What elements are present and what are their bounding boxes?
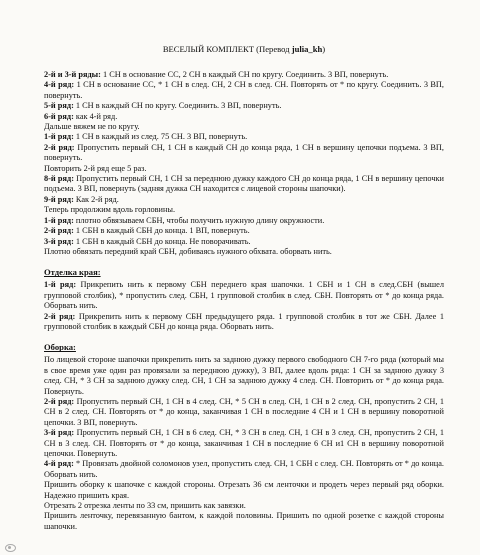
edging-section: [44, 280, 444, 332]
row-label: 8-й ряд:: [44, 174, 74, 184]
paragraph: [44, 355, 444, 397]
paragraph: [44, 428, 444, 459]
paragraph: [44, 122, 444, 132]
row-label: 5-й ряд:: [44, 101, 74, 111]
row-label: 2-й ряд:: [44, 142, 75, 152]
row-label: 2-й и 3-й ряды:: [44, 70, 101, 79]
row-label: 9-й ряд:: [44, 194, 74, 204]
paragraph: [44, 164, 444, 174]
row-text: Плотно обвязать передний край СБН, добиваясь нужного обхвата. оборвать нить.: [44, 246, 332, 256]
row-text: Повторить 2-й ряд еще 5 раз.: [44, 163, 147, 173]
paragraph: [44, 101, 444, 111]
row-text: Прикрепить нить к первому СБН предыдущего ряда. 1 групповой столбик в тот же СБН. Далее 1 групповой столбик в каждый СБН до конца ряда. Оборвать нить.: [44, 311, 444, 331]
title-prefix: ВЕСЕЛЫЙ КОМПЛЕКТ (Перевод: [162, 44, 292, 54]
row-text: Теперь продолжим вдоль горловины.: [44, 205, 176, 215]
paragraph: [44, 511, 444, 532]
row-text: Пришить оборку к шапочке с каждой стороны. Отрезать 36 см ленточки и продеть через первый ряд оборки. Надежно пришить края.: [44, 480, 444, 500]
row-text: Как 2-й ряд.: [73, 194, 119, 204]
paragraph: [44, 312, 444, 333]
row-label: 1-й ряд:: [44, 132, 74, 142]
row-label: 1-й ряд:: [44, 215, 74, 225]
row-text: Пропустить первый СН, 1 СН в 6 след. СН, * 3 СН в след. СН, 1 СН в 3 след. СН, пропустить 2 СН, 1 СН в 3 след. СН. Повторять от * до конца, заканчивая 1 СН в последние 6 СН и1 СН в вершину поворотной цепочки. Повернуть.: [44, 428, 444, 458]
section-title-ruffle: Оборка:: [44, 342, 76, 353]
paragraph: [44, 226, 444, 236]
paragraph: [44, 80, 444, 101]
eye-icon: [4, 541, 16, 553]
row-text: 1 СН в основание СС, * 1 СН в след. СН, 2 СН в след. СН. Повторять от * по кругу. Соединить. 3 ВП, повернуть.: [44, 80, 444, 100]
row-label: 2-й ряд:: [44, 226, 74, 236]
paragraph: [44, 280, 444, 311]
row-text: Дальше вяжем не по кругу.: [44, 122, 140, 132]
row-text: 1 СН в каждый из след. 75 СН. 3 ВП, повернуть.: [73, 132, 248, 142]
row-label: 1-й ряд:: [44, 280, 77, 290]
paragraph: [44, 174, 444, 195]
paragraph: [44, 397, 444, 428]
row-text: * Провязать двойной соломонов узел, пропустить след. СН, 1 СБН с след. СН. Повторять от * до конца. Оборвать нить.: [44, 459, 444, 479]
paragraph: [44, 132, 444, 142]
row-text: Пришить ленточку, перевязанную бантом, к каждой половины. Пришить по одной розетке с каждой стороны шапочки.: [44, 511, 444, 531]
document-title: [44, 44, 444, 54]
paragraph: [44, 70, 444, 80]
row-text: 1 СБН в каждый СБН до конца. Не поворачивать.: [73, 236, 251, 246]
rows-section: [44, 70, 444, 257]
row-text: Прикрепить нить к первому СБН переднего края шапочки. 1 СБН и 1 СН в след.СБН (вышел групповой столбик), * пропустить след. СБН, 1 групповой столбик в след. СБН. Повторять от * до конца ряда. Оборвать нить.: [44, 280, 444, 311]
paragraph: [44, 459, 444, 480]
watermark: [4, 539, 124, 553]
row-label: 3-й ряд:: [44, 236, 74, 246]
row-text: По лицевой стороне шапочки прикрепить нить за заднюю дужку первого свободного СН 7-го ряда (который мы в свое время уже один раз провязали за переднюю дужку), 3 ВП, далее вдоль ряда: 1 СН за заднюю дужку 3 след. СН, * 3 СН за заднюю дужку след. СН, 1 СН за заднюю дужку 4 след. СН. Повторить от * до конца ряда. Повернуть.: [44, 355, 444, 396]
paragraph: [44, 247, 444, 257]
title-suffix: ): [322, 44, 326, 54]
row-label: 4-й ряд:: [44, 80, 75, 90]
row-text: 1 СН в каждый СН по кругу. Соединить. 3 ВП, повернуть.: [73, 101, 282, 111]
row-label: 6-й ряд:: [44, 111, 74, 121]
row-text: Пропустить первый СН, 1 СН в 4 след. СН, * 5 СН в след. СН, 1 СН в 2 след. СН, пропустить 2 СН, 1 СН в 2 след. СН. Повторять от * до конца, заканчивая 1 СН в последние 4 СН и 1 СН в вершину поворотной цепочки. 3 ВП, повернуть.: [44, 396, 444, 427]
paragraph: [44, 480, 444, 501]
row-label: 2-й ряд:: [44, 311, 76, 321]
paragraph: [44, 143, 444, 164]
paragraph: [44, 237, 444, 247]
paragraph: [44, 205, 444, 215]
row-text: Отрезать 2 отрезка ленты по 33 см, пришить как завязки.: [44, 501, 246, 511]
ruffle-section: [44, 355, 444, 532]
row-label: 3-й ряд:: [44, 428, 75, 438]
paragraph: [44, 112, 444, 122]
row-text: Пропустить первый СН, 1 СН в каждый СН до конца ряда, 1 СН в вершину цепочки подъема. 3 ВП, повернуть.: [44, 142, 444, 163]
paragraph: [44, 195, 444, 205]
row-label: 2-й ряд:: [44, 396, 75, 406]
row-text: плотно обвязываем СБН, чтобы получить нужную длину окружности.: [73, 215, 325, 225]
row-text: 1 СН в основание СС, 2 СН в каждый СН по кругу. Соединить. 3 ВП, повернуть.: [100, 70, 389, 79]
title-author: julia_kh: [291, 44, 323, 54]
row-text: Пропустить первый СН, 1 СН за переднюю дужку каждого СН до конца ряда, 1 СН в вершину цепочки подъема. 3 ВП, повернуть (задняя дужка СН находится с лицевой стороны шапочки).: [44, 174, 444, 194]
paragraph: [44, 501, 444, 511]
row-text: как 4-й ряд.: [73, 111, 118, 121]
section-title-edging: Отделка края:: [44, 267, 101, 278]
row-text: 1 СБН в каждый СБН до конца. 1 ВП, повернуть.: [73, 226, 250, 236]
paragraph: [44, 216, 444, 226]
row-label: 4-й ряд:: [44, 459, 74, 469]
